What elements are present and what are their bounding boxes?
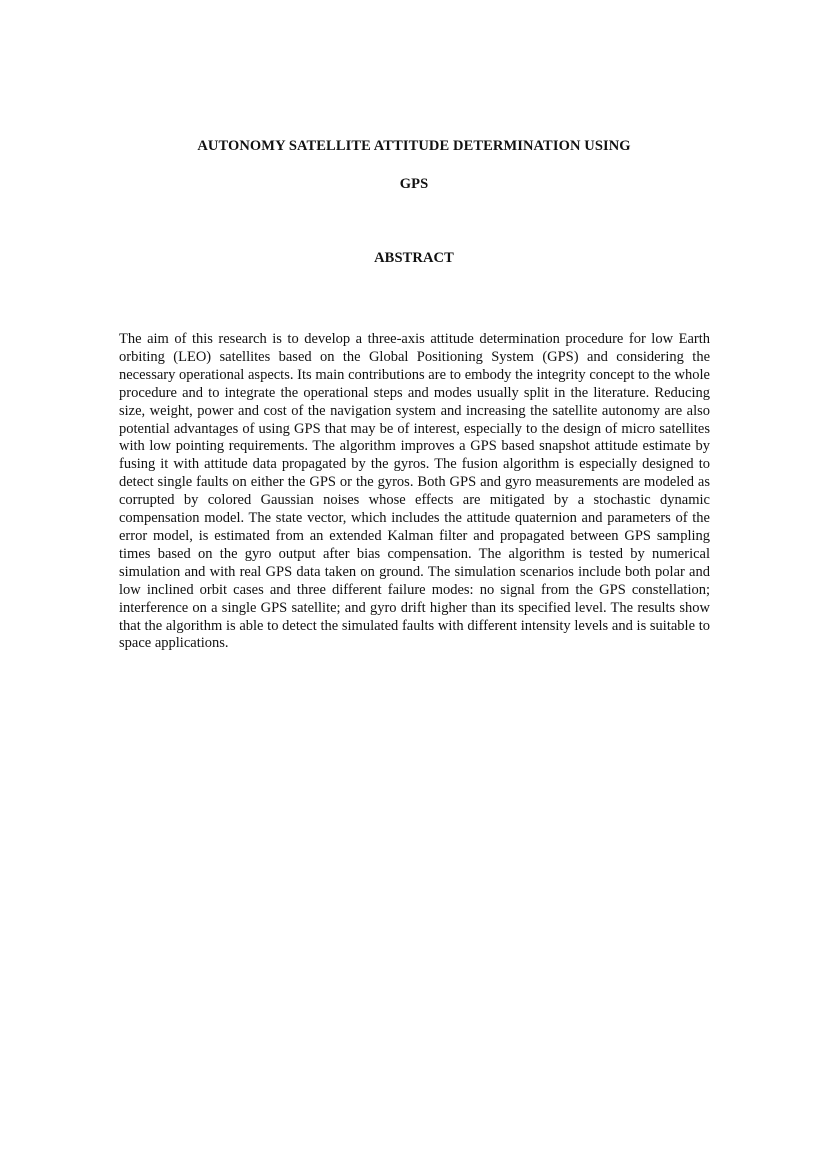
paper-title-line-2: GPS — [399, 176, 429, 192]
abstract-heading: ABSTRACT — [374, 250, 454, 266]
paper-title-line-1: AUTONOMY SATELLITE ATTITUDE DETERMINATION USING — [197, 138, 631, 154]
abstract-body: The aim of this research is to develop a three-axis attitude determination procedure for low Earth orbiting (LEO) satellites based on the Global Positioning System (GPS) and considering the necessary operational aspects. Its main contributions are to embody the integrity concept to the whole procedure and to integrate the operational steps and modes usually split in the literature. Reducing size, weight, power and cost of the navigation system and increasing the satellite autonomy are also potential advantages of using GPS that may be of interest, especially to the design of micro satellites with low pointing requirements. The algorithm improves a GPS based snapshot attitude estimate by fusing it with attitude data propagated by the gyros. The fusion algorithm is especially designed to detect single faults on either the GPS or the gyros. Both GPS and gyro measurements are modeled as corrupted by colored Gaussian noises whose effects are mitigated by a stochastic dynamic compensation model. The state vector, which includes the attitude quaternion and parameters of the error model, is estimated from an extended Kalman filter and propagated between GPS sampling times based on the gyro output after bias compensation. The algorithm is tested by numerical simulation and with real GPS data taken on ground. The simulation scenarios include both polar and low inclined orbit cases and three different failure modes: no signal from the GPS constellation; interference on a single GPS satellite; and gyro drift higher than its specified level. The results show that the algorithm is able to detect the simulated faults with different intensity levels and is suitable to space applications. — [119, 331, 710, 652]
